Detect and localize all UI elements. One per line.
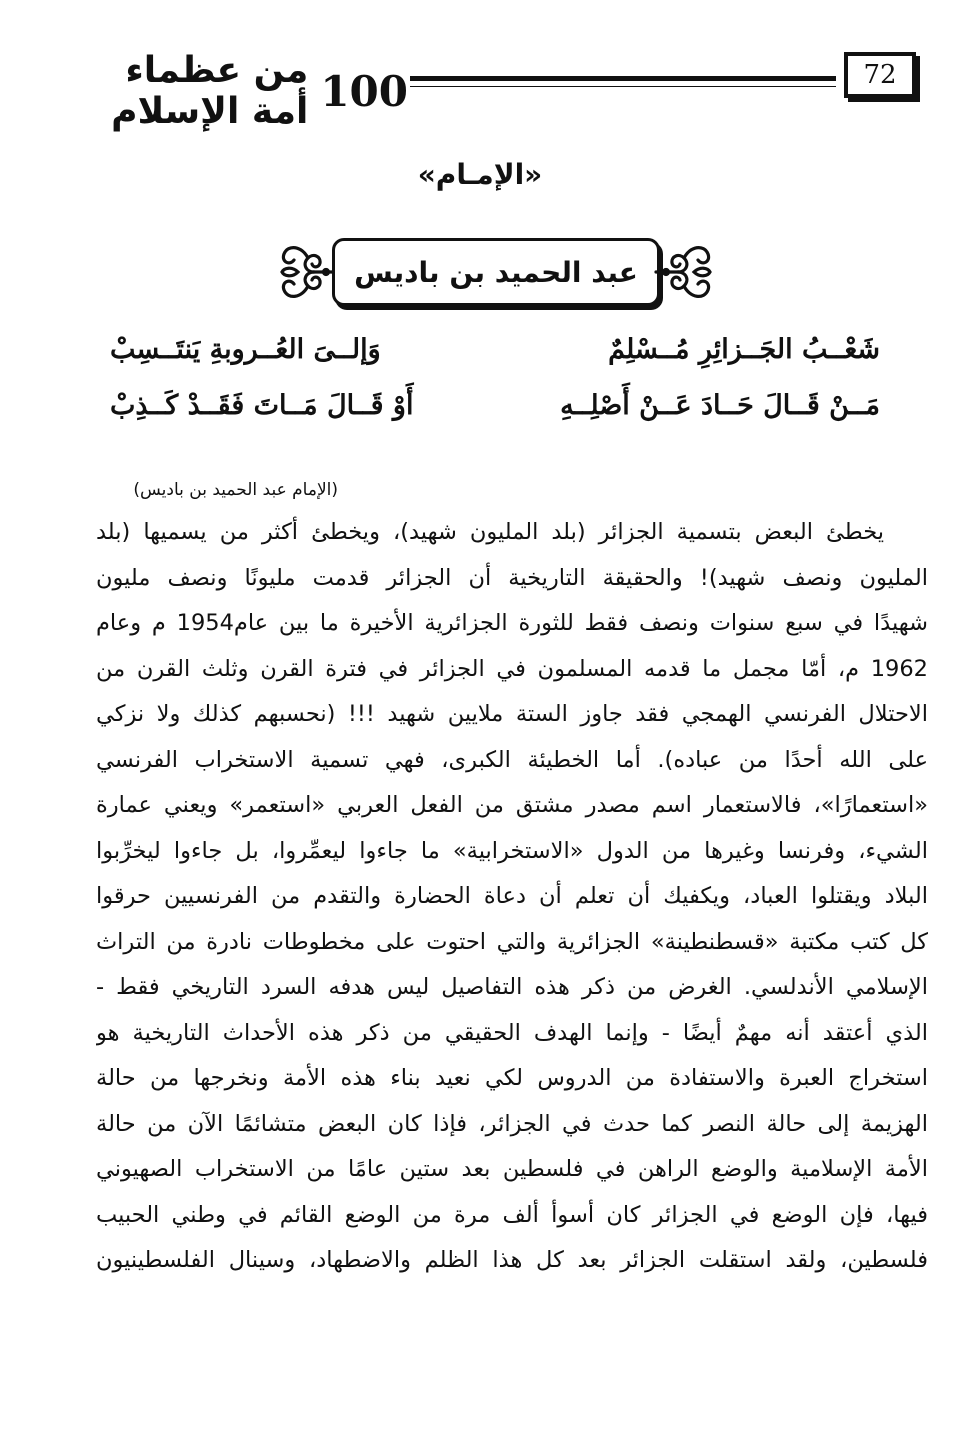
body-paragraph	[96, 510, 928, 1284]
scroll-ornament-icon	[276, 238, 338, 306]
chapter-title: عبد الحميد بن باديس	[354, 255, 638, 289]
header-rule	[410, 76, 836, 81]
text-line: الهزيمة إلى حالة النصر كما حدث في الجزائر، فإذا كان البعض متشائمًا الآن من حالة	[96, 1110, 928, 1137]
chapter-label: «الإمـام»	[417, 158, 543, 191]
book-name: من عظماء أمة الإسلام	[111, 50, 309, 132]
verse-second-hemistich: أَوْ قَــالَ مَــاتَ فَقَــدْ كَــذِبْ	[110, 390, 414, 421]
text-line: «استعمارًا»، فالاستعمار اسم مصدر مشتق من الفعل العربي «استعمر» ويعني عمارة	[96, 792, 928, 818]
text-line: الاحتلال الفرنسي الهمجي فقد جاوز الستة ملايين شهيد !!! (نحسبهم كذلك ولا نزكي	[96, 701, 928, 727]
text-line: الأمة الإسلامية والوضع الراهن في فلسطين بعد ستين عامًا من الاستخراب الصهيوني	[96, 1156, 928, 1182]
text-line: فلسطين، ولقد استقلت الجزائر بعد كل هذا الظلم والاضطهاد، وسينال الفلسطينيون	[96, 1247, 928, 1273]
poem-verse	[110, 386, 880, 442]
chapter-title-frame	[276, 234, 716, 310]
verse-first-hemistich: مَــنْ قَــالَ حَــادَ عَــنْ أَصْلِــهِ	[560, 390, 880, 421]
running-header	[78, 48, 916, 132]
text-line: كل كتب مكتبة «قسطنطينة» الجزائرية والتي احتوت على مخطوطات نادرة من التراث	[96, 928, 928, 955]
poem-verse	[110, 330, 880, 386]
text-line: المليون ونصف شهيد)! والحقيقة التاريخية أن الجزائر قدمت مليونًا ونصف مليون	[96, 564, 928, 591]
page-number: 72	[844, 52, 916, 98]
text-line: فيها، فإن الوضع في الجزائر كان أسوأ ألف مرة من الوضع القائم في وطني الحبيب	[96, 1201, 928, 1228]
poem-attribution: (الإمام عبد الحميد بن باديس)	[133, 480, 338, 500]
header-rule-thin	[410, 86, 836, 87]
verse-second-hemistich: وَإلــىَ العُــروبةِ يَنتَــسِبْ	[110, 334, 381, 365]
book-number: 100	[320, 66, 408, 116]
text-line: على الله أحدًا من عباده). أما الخطيئة الكبرى، فهي تسمية الاستخراب الفرنسي	[96, 746, 928, 773]
book-title	[78, 50, 408, 132]
text-line: الإسلامي الأندلسي. الغرض من ذكر هذه التفاصيل ليس هدفه السرد التاريخي فقط -	[96, 974, 928, 1000]
text-line: الشيء، وفرنسا وغيرها من الدول «الاستخرابية» ما جاءوا ليعمِّروا، بل جاءوا ليخرِّبوا	[96, 837, 928, 864]
text-line: الذي أعتقد أنه مهمٌ أيضًا - وإنما الهدف الحقيقي من ذكر هذه الأحداث التاريخية هو	[96, 1019, 928, 1046]
text-line: البلاد ويقتلوا العباد، ويكفيك أن تعلم أن دعاة الحضارة والتقدم من الفرنسيين حرقوا	[96, 883, 928, 909]
verse-first-hemistich: شَعْــبُ الجَــزائِرِ مُــسْلِمٌ	[608, 334, 880, 365]
text-line: شهيدًا في سبع سنوات ونصف فقط للثورة الجزائرية الأخيرة ما بين عام1954 م وعام	[96, 610, 928, 636]
scroll-ornament-icon	[654, 238, 716, 306]
chapter-title-box	[332, 238, 660, 306]
text-line: يخطئ البعض بتسمية الجزائر (بلد المليون شهيد)، ويخطئ أكثر من يسميها (بلد	[96, 519, 884, 545]
text-line: 1962 م، أمّا مجمل ما قدمه المسلمون في الجزائر في فترة القرن وثلث القرن من	[96, 655, 928, 682]
text-line: استخراج العبرة والاستفادة من الدروس لكي نعيد بناء هذه الأمة ونخرجها من حالة	[96, 1065, 928, 1091]
poem	[110, 330, 880, 442]
